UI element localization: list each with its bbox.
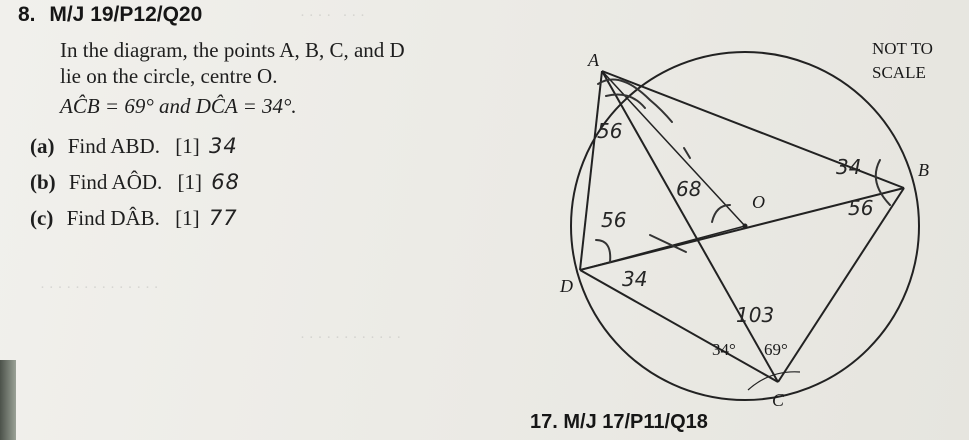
handwritten-angle: 34: [622, 267, 648, 291]
question-reference: M/J 19/P12/Q20: [49, 3, 203, 26]
part-text: Find DÂB.: [66, 206, 160, 230]
part-label: (b): [30, 170, 56, 194]
scale-note-line-1: NOT TO: [872, 39, 933, 58]
handwritten-angle: 56: [601, 208, 627, 232]
handwritten-angle: 68: [676, 177, 702, 201]
handwritten-angle: 56: [597, 119, 623, 143]
point-label-b: B: [918, 160, 929, 180]
intro-line-2: lie on the circle, centre O.: [60, 64, 278, 88]
point-label-a: A: [588, 50, 599, 70]
handwritten-answer: 77: [208, 206, 238, 230]
photo-edge: [0, 360, 16, 440]
handwritten-answer: 34: [208, 134, 238, 158]
part-label: (a): [30, 134, 55, 158]
pen-mark: [596, 240, 610, 262]
centre-point: [743, 224, 748, 229]
point-label-c: C: [772, 390, 785, 410]
intro-line-1: In the diagram, the points A, B, C, and D: [60, 38, 405, 62]
given-angles: AĈB = 69° and DĈA = 34°.: [60, 94, 297, 118]
next-question-reference: 17. M/J 17/P11/Q18: [530, 411, 708, 433]
point-label-o: O: [752, 192, 765, 212]
pen-mark: [684, 148, 690, 158]
angle-arc-c: [748, 372, 800, 390]
part-text: Find ABD.: [67, 134, 160, 158]
handwritten-angle: 56: [848, 196, 874, 220]
printed-angle-69: 69°: [764, 340, 788, 359]
printed-angle-34: 34°: [712, 340, 736, 359]
bleed-through-text: · · · · · · · · · · · ·: [300, 330, 402, 346]
handwritten-angle: 34: [836, 155, 862, 179]
pen-mark: [598, 80, 672, 122]
part-text: Find AÔD.: [68, 170, 163, 194]
chord-bc: [778, 188, 904, 382]
part-marks: [1]: [175, 206, 200, 230]
scale-note-line-2: SCALE: [872, 63, 926, 82]
point-label-d: D: [560, 276, 573, 296]
handwritten-angle: 103: [736, 303, 775, 327]
bleed-through-text: · · · · · · ·: [300, 8, 365, 24]
part-marks: [1]: [177, 170, 203, 194]
bleed-through-text: · · · · · · · · · · · · · ·: [40, 280, 159, 296]
handwritten-answer: 68: [211, 170, 241, 194]
part-marks: [1]: [175, 134, 200, 158]
part-label: (c): [30, 206, 54, 230]
radius-od: [580, 226, 745, 270]
question-number: 8.: [18, 3, 36, 26]
